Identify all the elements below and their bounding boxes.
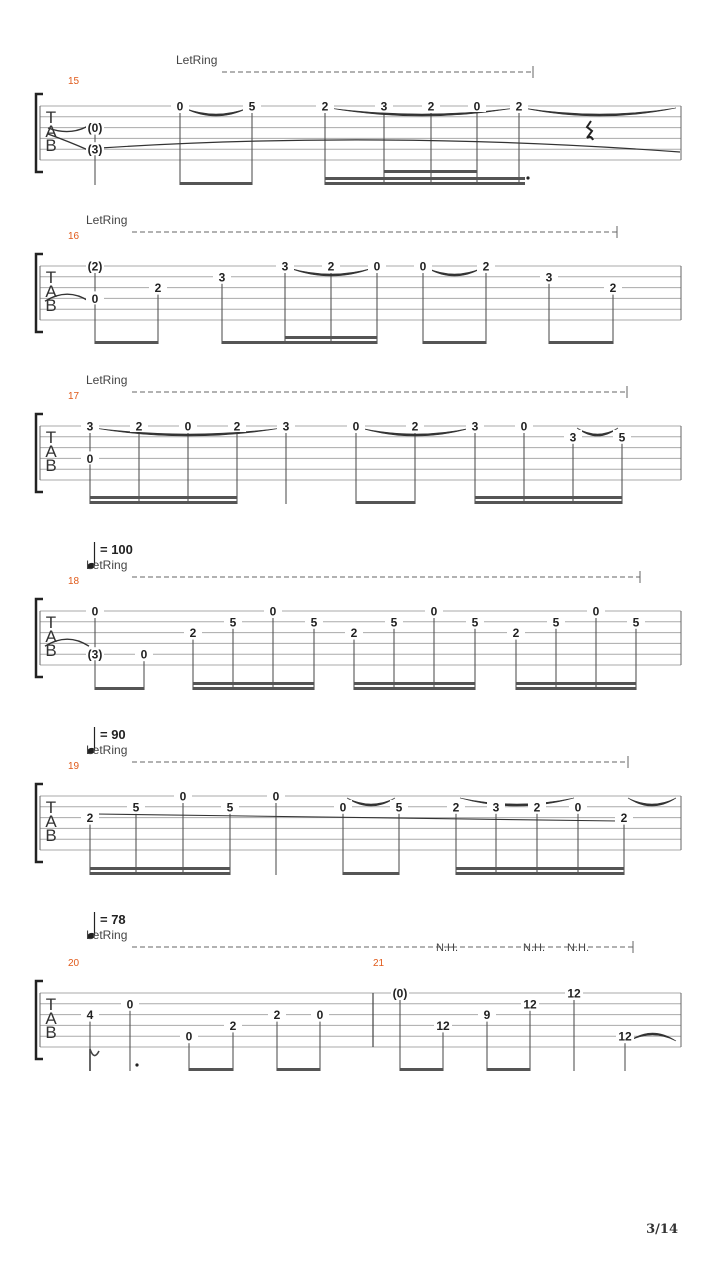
fret-number: 5 — [248, 99, 256, 114]
tie — [577, 428, 618, 436]
tab-clef-letter: B — [45, 1023, 57, 1042]
fret-number: 5 — [632, 615, 640, 630]
note-beam — [487, 1068, 530, 1071]
fret-number: 2 — [609, 281, 617, 296]
note-beam — [475, 496, 622, 499]
fret-number: 2 — [452, 800, 460, 815]
measure-number: 17 — [68, 391, 80, 402]
tie — [629, 1033, 676, 1041]
fret-number: 5 — [395, 800, 403, 815]
tie — [628, 798, 676, 806]
fret-number: 5 — [618, 430, 626, 445]
fret-number: 0 — [473, 99, 481, 114]
quarter-rest-icon — [587, 121, 593, 140]
fret-number: 2 — [189, 626, 197, 641]
note-beam — [90, 501, 237, 504]
fret-number: 3 — [471, 419, 479, 434]
fret-number: 2 — [273, 1008, 281, 1023]
note-beam — [343, 872, 399, 875]
fret-number: 0 — [140, 647, 148, 662]
fret-number: 0 — [176, 99, 184, 114]
fret-number: 0 — [86, 451, 94, 466]
note-beam — [356, 501, 415, 504]
fret-number: 0 — [179, 789, 187, 804]
tab-clef-letter: B — [45, 641, 57, 660]
let-ring-label: LetRing — [86, 213, 128, 227]
fret-number: 0 — [272, 789, 280, 804]
note-beam — [95, 687, 144, 690]
note-beam — [400, 1068, 443, 1071]
fret-number: 2 — [350, 626, 358, 641]
tab-clef-letter: T — [45, 268, 57, 287]
tab-clef-letter: A — [45, 122, 57, 141]
page-number: 3/14 — [646, 1222, 678, 1237]
tab-clef-letter: T — [45, 613, 57, 632]
measure-number: 15 — [68, 76, 80, 87]
tab-clef-letter: T — [45, 798, 57, 817]
note-beam — [423, 341, 486, 344]
natural-harmonic-label: N.H. — [567, 942, 589, 954]
note-beam — [95, 341, 158, 344]
fret-number: 3 — [545, 270, 553, 285]
fret-number: 5 — [390, 615, 398, 630]
tie — [100, 140, 680, 152]
fret-number: (0) — [87, 121, 103, 136]
note-beam — [325, 177, 525, 180]
fret-number: 3 — [86, 419, 94, 434]
measure-number: 16 — [68, 231, 80, 242]
measure-number: 21 — [373, 958, 385, 969]
fret-number: 2 — [135, 419, 143, 434]
fret-number: 5 — [229, 615, 237, 630]
measure-number: 20 — [68, 958, 80, 969]
measure-number: 18 — [68, 576, 80, 587]
tab-clef-letter: T — [45, 995, 57, 1014]
let-ring-label: LetRing — [86, 558, 128, 572]
fret-number: (3) — [87, 647, 103, 662]
fret-number: 0 — [91, 291, 99, 306]
fret-number: 2 — [86, 811, 94, 826]
natural-harmonic-label: N.H. — [523, 942, 545, 954]
tie — [523, 108, 676, 116]
fret-number: 2 — [229, 1018, 237, 1033]
fret-number: 0 — [574, 800, 582, 815]
fret-number: 2 — [154, 281, 162, 296]
fret-number: 0 — [184, 419, 192, 434]
tab-clef-letter: A — [45, 442, 57, 461]
fret-number: 5 — [132, 800, 140, 815]
tempo-marking: = 78 — [100, 912, 126, 927]
tab-system — [36, 542, 681, 690]
tab-clef-letter: T — [45, 108, 57, 127]
note-beam — [193, 687, 314, 690]
let-ring-label: LetRing — [176, 53, 218, 67]
fret-number: 9 — [483, 1008, 491, 1023]
note-beam — [285, 336, 377, 339]
note-beam — [516, 687, 636, 690]
tie — [184, 108, 248, 116]
fret-number: 0 — [126, 997, 134, 1012]
fret-number: 2 — [321, 99, 329, 114]
tab-clef-letter: A — [45, 627, 57, 646]
tab-system — [36, 912, 681, 1071]
note-beam — [90, 872, 230, 875]
fret-number: 0 — [520, 419, 528, 434]
note-beam — [325, 182, 525, 185]
fret-number: 0 — [269, 604, 277, 619]
fret-number: 12 — [523, 997, 537, 1012]
tab-clef-letter: A — [45, 812, 57, 831]
tab-clef-letter: B — [45, 456, 57, 475]
fret-number: 5 — [226, 800, 234, 815]
let-ring-label: LetRing — [86, 928, 128, 942]
fret-number: 2 — [533, 800, 541, 815]
tab-clef-letter: B — [45, 826, 57, 845]
fret-number: 3 — [281, 259, 289, 274]
fret-number: 2 — [512, 626, 520, 641]
note-flag — [90, 1049, 99, 1071]
fret-number: 5 — [471, 615, 479, 630]
fret-number: 12 — [618, 1029, 632, 1044]
fret-number: 0 — [316, 1008, 324, 1023]
note-beam — [354, 682, 475, 685]
fret-number: (3) — [87, 142, 103, 157]
fret-number: 4 — [86, 1008, 94, 1023]
tab-clef-letter: T — [45, 428, 57, 447]
let-ring-label: LetRing — [86, 743, 128, 757]
augmentation-dot — [135, 1063, 138, 1066]
fret-number: 0 — [373, 259, 381, 274]
augmentation-dot — [526, 176, 529, 179]
note-beam — [189, 1068, 233, 1071]
tie — [347, 798, 395, 806]
fret-number: 3 — [492, 800, 500, 815]
fret-number: 3 — [569, 430, 577, 445]
note-beam — [456, 872, 624, 875]
fret-number: 2 — [427, 99, 435, 114]
fret-number: 2 — [327, 259, 335, 274]
let-ring-label: LetRing — [86, 373, 128, 387]
tab-system — [36, 66, 681, 185]
fret-number: 0 — [419, 259, 427, 274]
note-beam — [90, 496, 237, 499]
tab-clef-letter: B — [45, 296, 57, 315]
fret-number: (0) — [392, 986, 408, 1001]
tab-system — [36, 386, 681, 504]
note-beam — [456, 867, 624, 870]
note-beam — [222, 341, 377, 344]
note-beam — [549, 341, 613, 344]
tie — [427, 268, 482, 276]
tab-clef-letter: B — [45, 136, 57, 155]
fret-number: 2 — [411, 419, 419, 434]
fret-number: 5 — [552, 615, 560, 630]
fret-number: 0 — [592, 604, 600, 619]
fret-number: 2 — [515, 99, 523, 114]
natural-harmonic-label: N.H. — [436, 942, 458, 954]
fret-number: 3 — [380, 99, 388, 114]
tempo-marking: = 90 — [100, 727, 126, 742]
fret-number: 0 — [430, 604, 438, 619]
fret-number: 2 — [620, 811, 628, 826]
fret-number: 3 — [282, 419, 290, 434]
note-beam — [90, 867, 230, 870]
tie — [460, 798, 574, 806]
fret-number: 3 — [218, 270, 226, 285]
note-beam — [277, 1068, 320, 1071]
note-beam — [516, 682, 636, 685]
fret-number: 5 — [310, 615, 318, 630]
fret-number: 2 — [482, 259, 490, 274]
tab-system — [36, 226, 681, 344]
note-beam — [475, 501, 622, 504]
tab-clef-letter: A — [45, 282, 57, 301]
note-beam — [354, 687, 475, 690]
tab-clef-letter: A — [45, 1009, 57, 1028]
fret-number: 0 — [339, 800, 347, 815]
fret-number: 0 — [91, 604, 99, 619]
note-beam — [384, 170, 477, 173]
fret-number: 12 — [567, 986, 581, 1001]
note-beam — [180, 182, 252, 185]
fret-number: (2) — [87, 259, 103, 274]
fret-number: 0 — [185, 1029, 193, 1044]
note-beam — [193, 682, 314, 685]
measure-number: 19 — [68, 761, 80, 772]
fret-number: 12 — [436, 1018, 450, 1033]
tempo-marking: = 100 — [100, 542, 133, 557]
fret-number: 0 — [352, 419, 360, 434]
fret-number: 2 — [233, 419, 241, 434]
